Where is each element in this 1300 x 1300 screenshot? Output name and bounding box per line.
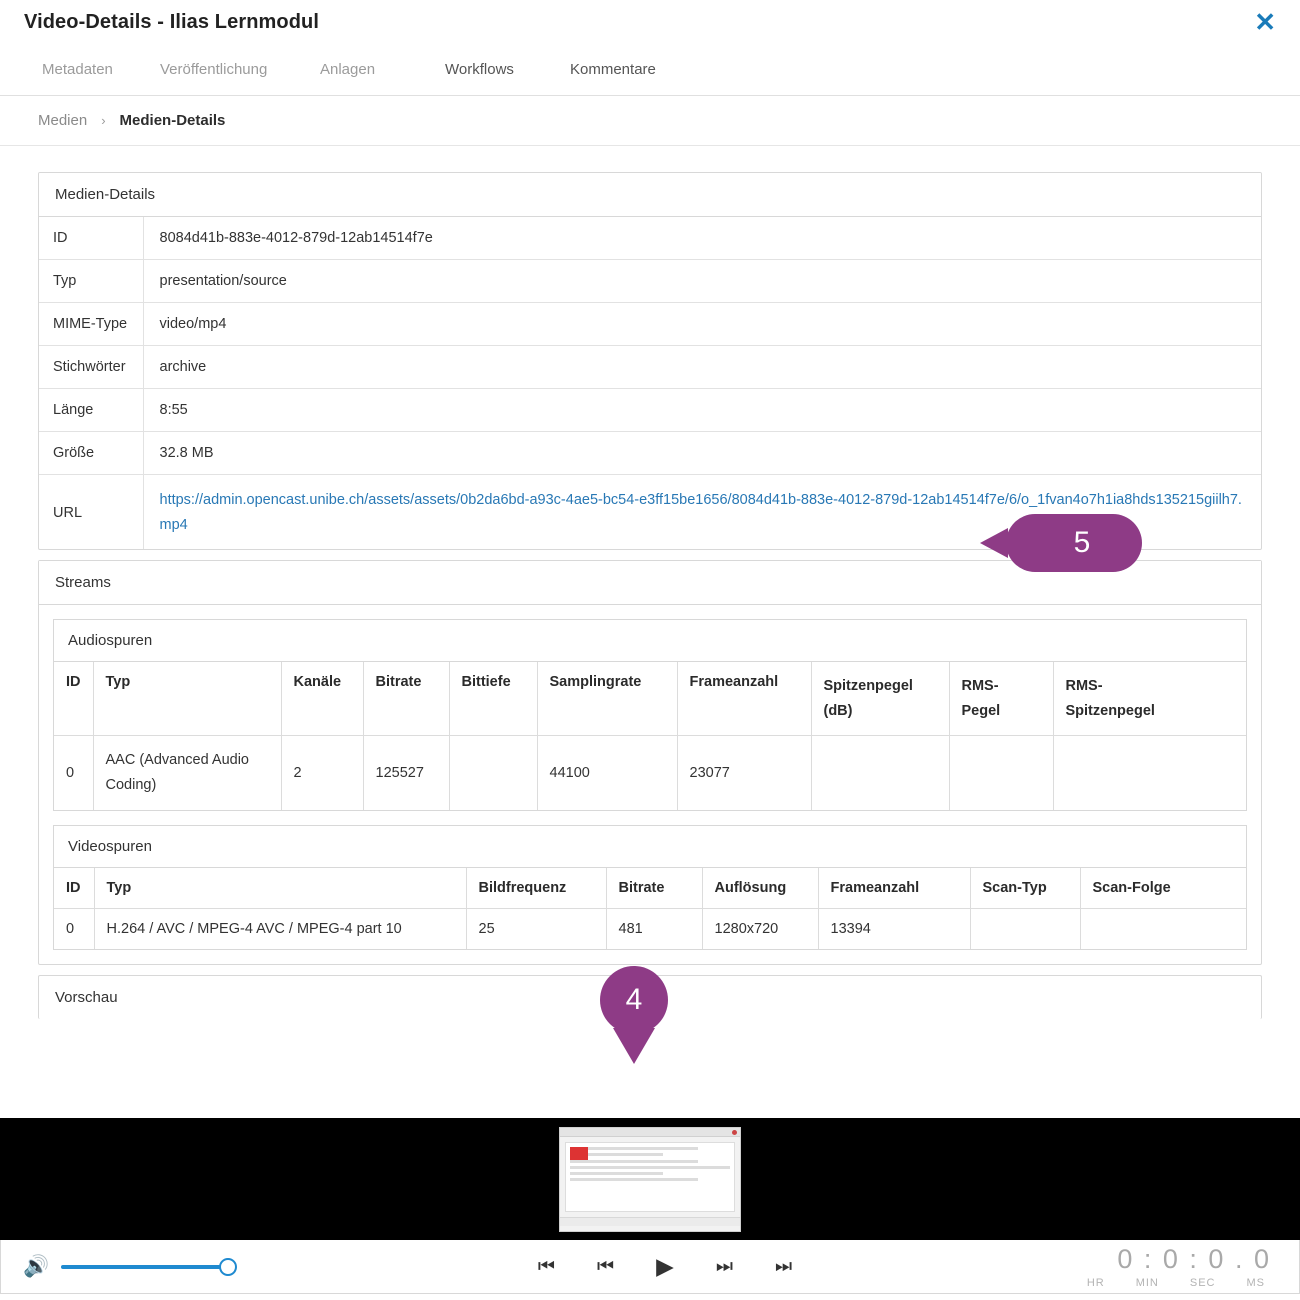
next-frame-icon[interactable]: ⏭︎ xyxy=(715,1256,733,1277)
transport-controls xyxy=(331,1255,999,1278)
timecode-sec: 0 xyxy=(1208,1244,1226,1274)
cell-scan-folge xyxy=(1080,908,1246,949)
table-row xyxy=(39,432,1261,475)
skip-to-start-icon[interactable]: ⏮ xyxy=(537,1256,556,1277)
table-row xyxy=(39,217,1261,260)
volume-slider-handle[interactable] xyxy=(219,1258,237,1276)
video-thumbnail xyxy=(559,1127,741,1232)
cell-typ: AAC (Advanced Audio Coding) xyxy=(93,736,281,810)
timecode-digits: 0 : 0 : 0 . 0 xyxy=(1117,1244,1271,1274)
cell-id: 0 xyxy=(54,908,94,949)
col-kanaele: Kanäle xyxy=(281,662,363,736)
row-key: MIME-Type xyxy=(39,303,143,346)
col-scan-folge: Scan-Folge xyxy=(1080,868,1246,909)
skip-to-end-icon[interactable]: ⏭ xyxy=(774,1256,793,1277)
volume-slider[interactable] xyxy=(61,1265,229,1269)
thumbnail-line xyxy=(570,1147,698,1150)
table-header-row xyxy=(54,868,1246,909)
table-header-row xyxy=(54,662,1246,736)
cell-typ: H.264 / AVC / MPEG-4 AVC / MPEG-4 part 10 xyxy=(94,908,466,949)
timecode-hr: 0 xyxy=(1117,1244,1135,1274)
tab-workflows[interactable]: Workflows xyxy=(445,61,514,78)
chevron-right-icon: › xyxy=(101,113,106,128)
thumbnail-logo xyxy=(570,1147,588,1160)
breadcrumb xyxy=(0,96,1300,146)
media-details-table xyxy=(39,217,1261,550)
breadcrumb-medien[interactable]: Medien xyxy=(38,112,88,129)
timecode-labels xyxy=(999,1277,1271,1289)
col-id: ID xyxy=(54,868,94,909)
col-bitrate: Bitrate xyxy=(363,662,449,736)
thumbnail-line xyxy=(570,1160,698,1163)
media-details-panel xyxy=(38,172,1262,550)
video-tracks-title: Videospuren xyxy=(54,826,1246,868)
audio-tracks-panel xyxy=(53,619,1247,811)
cell-spitzenpegel xyxy=(811,736,949,810)
row-value: presentation/source xyxy=(143,260,1261,303)
row-value: 32.8 MB xyxy=(143,432,1261,475)
label-ms: MS xyxy=(1246,1277,1265,1289)
col-spitzenpegel: Spitzenpegel (dB) xyxy=(811,662,949,736)
thumbnail-body xyxy=(560,1137,740,1217)
timecode-ms: 0 xyxy=(1253,1244,1271,1274)
tab-kommentare[interactable]: Kommentare xyxy=(570,61,656,78)
cell-bittiefe xyxy=(449,736,537,810)
preview-title: Vorschau xyxy=(55,988,118,1006)
thumbnail-titlebar xyxy=(560,1128,740,1137)
col-bildfrequenz: Bildfrequenz xyxy=(466,868,606,909)
row-key: Stichwörter xyxy=(39,346,143,389)
col-typ: Typ xyxy=(93,662,281,736)
breadcrumb-current: Medien-Details xyxy=(119,112,226,129)
cell-rms-spitzenpegel xyxy=(1053,736,1246,810)
thumbnail-line xyxy=(570,1166,730,1169)
row-key: Größe xyxy=(39,432,143,475)
row-value: archive xyxy=(143,346,1261,389)
row-value: video/mp4 xyxy=(143,303,1261,346)
tab-metadaten[interactable]: Metadaten xyxy=(42,61,113,78)
callout-marker-5 xyxy=(1006,514,1142,572)
cell-rms-pegel xyxy=(949,736,1053,810)
cell-bitrate: 125527 xyxy=(363,736,449,810)
page-title: Video-Details - Ilias Lernmodul xyxy=(24,10,320,33)
streams-panel xyxy=(38,560,1262,965)
thumbnail-line xyxy=(570,1172,663,1175)
label-sec: SEC xyxy=(1189,1277,1216,1289)
cell-frameanzahl: 13394 xyxy=(818,908,970,949)
col-aufloesung: Auflösung xyxy=(702,868,818,909)
callout-number: 5 xyxy=(1073,526,1091,559)
col-samplingrate: Samplingrate xyxy=(537,662,677,736)
callout-number: 4 xyxy=(625,983,643,1016)
row-key: Länge xyxy=(39,389,143,432)
table-row xyxy=(54,736,1246,810)
col-typ: Typ xyxy=(94,868,466,909)
row-key: ID xyxy=(39,217,143,260)
col-rms-spitzenpegel: RMS- Spitzenpegel xyxy=(1053,662,1246,736)
label-hr: HR xyxy=(1086,1277,1105,1289)
video-stage[interactable] xyxy=(0,1118,1300,1240)
timecode-min: 0 xyxy=(1162,1244,1180,1274)
col-frameanzahl: Frameanzahl xyxy=(818,868,970,909)
table-row xyxy=(39,260,1261,303)
col-id: ID xyxy=(54,662,93,736)
video-tracks-panel xyxy=(53,825,1247,950)
close-icon[interactable]: ✕ xyxy=(1254,7,1276,37)
main-content xyxy=(0,146,1300,1019)
row-value: 8084d41b-883e-4012-879d-12ab14514f7e xyxy=(159,230,433,246)
media-details-title: Medien-Details xyxy=(39,173,1261,217)
cell-scan-typ xyxy=(970,908,1080,949)
row-key: Typ xyxy=(39,260,143,303)
col-rms-pegel: RMS- Pegel xyxy=(949,662,1053,736)
col-bittiefe: Bittiefe xyxy=(449,662,537,736)
play-icon[interactable]: ▶ xyxy=(656,1253,674,1279)
thumbnail-page xyxy=(565,1142,735,1212)
video-tracks-table xyxy=(54,868,1246,949)
player-controls xyxy=(0,1240,1300,1294)
audio-tracks-title: Audiospuren xyxy=(54,620,1246,662)
timecode-display xyxy=(999,1244,1299,1289)
table-row xyxy=(39,346,1261,389)
cell-bildfrequenz: 25 xyxy=(466,908,606,949)
col-frameanzahl: Frameanzahl xyxy=(677,662,811,736)
tab-anlagen[interactable]: Anlagen xyxy=(320,61,376,78)
cell-samplingrate: 44100 xyxy=(537,736,677,810)
cell-frameanzahl: 23077 xyxy=(677,736,811,810)
audio-tracks-table xyxy=(54,662,1246,810)
row-key: URL xyxy=(39,475,143,551)
table-row xyxy=(39,303,1261,346)
modal-header xyxy=(0,0,1300,44)
cell-bitrate: 481 xyxy=(606,908,702,949)
table-row xyxy=(39,389,1261,432)
streams-title: Streams xyxy=(39,561,1261,605)
cell-id: 0 xyxy=(54,736,93,810)
cell-aufloesung: 1280x720 xyxy=(702,908,818,949)
speaker-icon[interactable]: 🔊 xyxy=(23,1254,50,1278)
volume-control[interactable] xyxy=(1,1255,331,1279)
tab-veroeffentlichung[interactable]: Veröffentlichung xyxy=(160,61,268,78)
table-row xyxy=(54,908,1246,949)
label-min: MIN xyxy=(1135,1277,1159,1289)
thumbnail-line xyxy=(570,1178,698,1181)
row-value: 8:55 xyxy=(143,389,1261,432)
tab-bar xyxy=(0,44,1300,96)
col-scan-typ: Scan-Typ xyxy=(970,868,1080,909)
col-bitrate: Bitrate xyxy=(606,868,702,909)
media-url-link[interactable]: https://admin.opencast.unibe.ch/assets/assets/0b2da6bd-a93c-4ae5-bc54-e3ff15be1656/8084d41b-883e-4012-879d-12ab14514f7e/6/o_1fvan4o7h1ia8hds135215giilh7.mp4 xyxy=(159,492,1242,534)
previous-frame-icon[interactable]: ⏮︎ xyxy=(597,1256,615,1277)
thumbnail-footer xyxy=(560,1217,740,1226)
cell-kanaele: 2 xyxy=(281,736,363,810)
callout-marker-4 xyxy=(600,966,668,1034)
